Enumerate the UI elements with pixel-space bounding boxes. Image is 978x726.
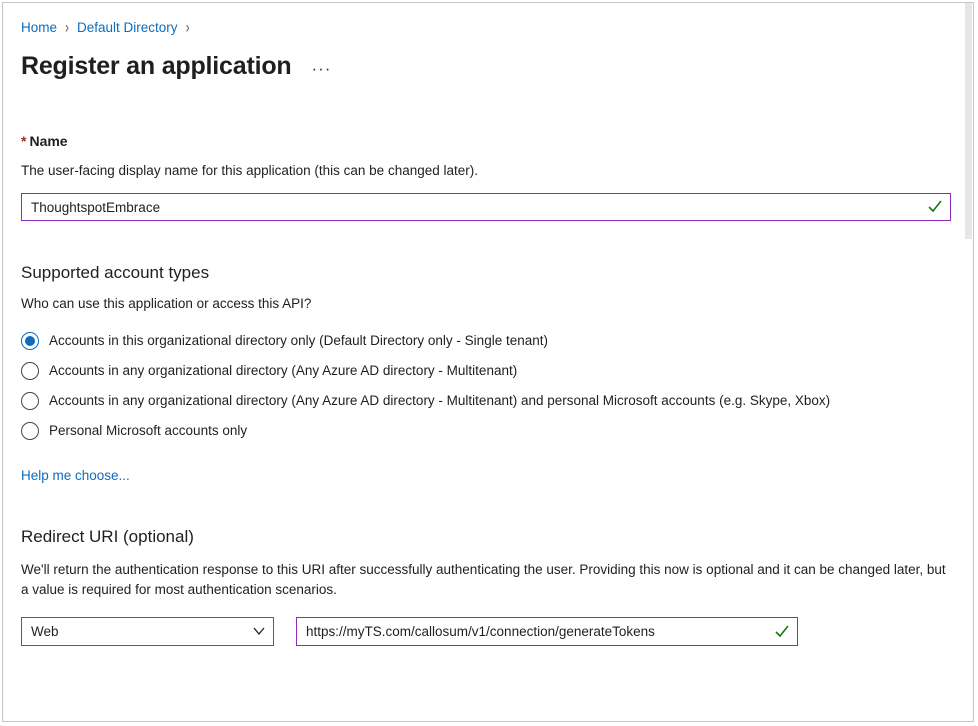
- redirect-uri-description: We'll return the authentication response to this URI after successfully authenticating the user. Providing this now is optional and it can be changed later, but a value is required for most authentication scenarios.: [21, 562, 946, 597]
- redirect-uri-type-wrapper: [21, 617, 274, 646]
- radio-option-multitenant-and-personal[interactable]: [21, 386, 955, 416]
- radio-indicator-selected[interactable]: [21, 332, 39, 350]
- register-application-panel: [2, 2, 974, 722]
- name-label: [21, 133, 955, 149]
- required-marker: *: [21, 133, 27, 149]
- redirect-uri-heading: Redirect URI (optional): [21, 527, 194, 546]
- name-description: The user-facing display name for this application (this can be changed later).: [21, 163, 478, 178]
- page-title: Register an application: [21, 52, 292, 80]
- radio-label: Personal Microsoft accounts only: [49, 423, 248, 438]
- redirect-uri-type-select[interactable]: [21, 617, 274, 646]
- radio-label: Accounts in any organizational directory (Any Azure AD directory - Multitenant) and personal Microsoft accounts (e.g. Skype, Xbox): [49, 393, 831, 408]
- page-header: [21, 47, 955, 81]
- scrollbar-thumb[interactable]: [965, 3, 972, 239]
- radio-option-personal-only[interactable]: [21, 416, 955, 446]
- radio-option-single-tenant[interactable]: [21, 326, 955, 356]
- account-types-question: Who can use this application or access this API?: [21, 296, 312, 311]
- more-options-icon[interactable]: ···: [311, 59, 332, 78]
- redirect-uri-input[interactable]: [296, 617, 798, 646]
- account-types-heading: Supported account types: [21, 263, 210, 282]
- radio-option-multitenant[interactable]: [21, 356, 955, 386]
- radio-indicator[interactable]: [21, 392, 39, 410]
- redirect-uri-input-wrapper: [296, 617, 798, 646]
- account-types-radio-group[interactable]: [21, 326, 955, 446]
- radio-indicator[interactable]: [21, 362, 39, 380]
- name-label-text: Name: [29, 133, 68, 149]
- help-me-choose-link[interactable]: Help me choose...: [21, 468, 130, 483]
- name-input[interactable]: [21, 193, 951, 221]
- chevron-right-icon: ›: [65, 17, 70, 37]
- vertical-scrollbar[interactable]: [964, 3, 973, 721]
- radio-indicator[interactable]: [21, 422, 39, 440]
- name-input-wrapper: [21, 193, 951, 221]
- redirect-uri-row: [21, 617, 955, 646]
- radio-label: Accounts in any organizational directory (Any Azure AD directory - Multitenant): [49, 363, 518, 378]
- breadcrumb: [21, 17, 955, 37]
- chevron-right-icon: ›: [185, 17, 190, 37]
- radio-label: Accounts in this organizational directory only (Default Directory only - Single tenant): [49, 333, 548, 348]
- breadcrumb-item-home[interactable]: Home: [21, 19, 58, 35]
- breadcrumb-item-default-directory[interactable]: Default Directory: [77, 19, 178, 35]
